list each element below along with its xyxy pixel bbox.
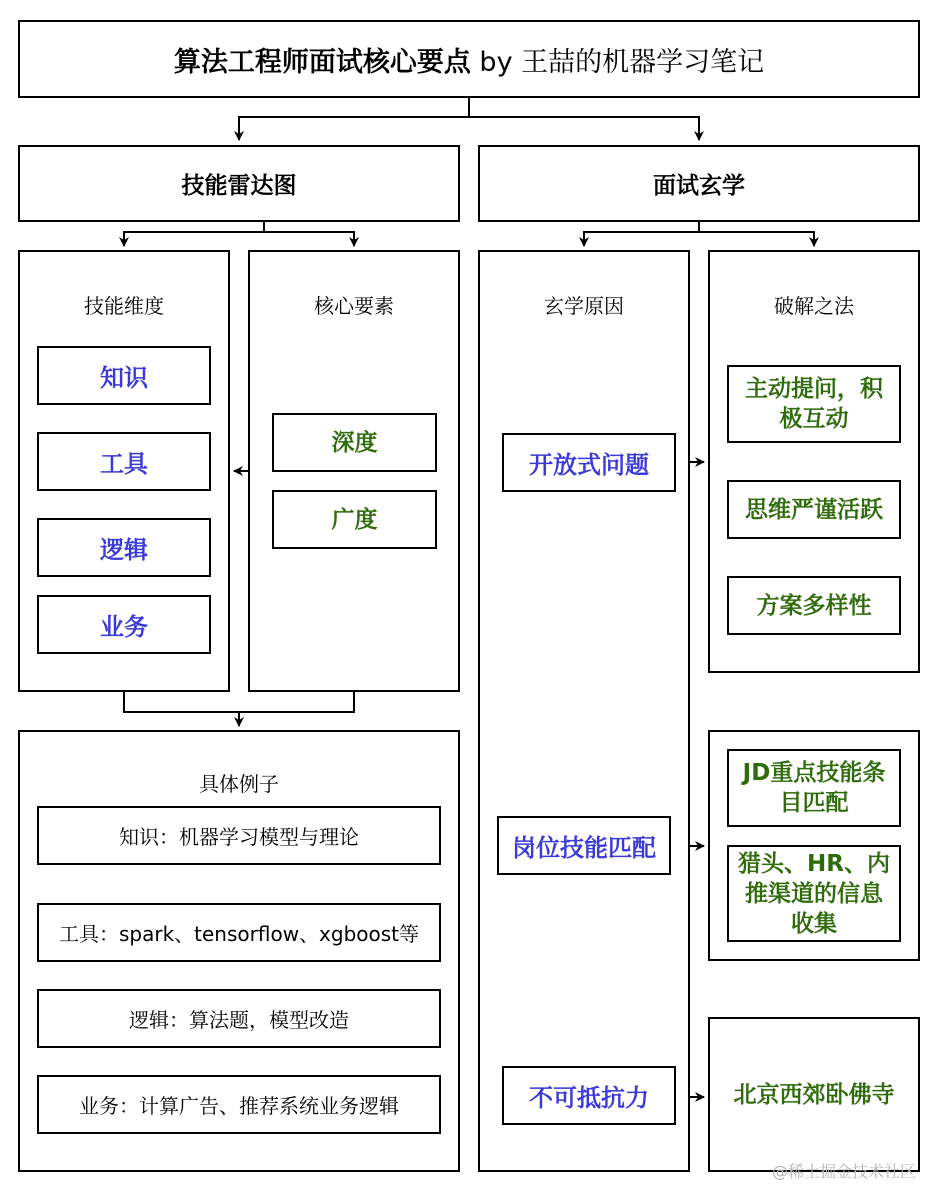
solution-diverse-approaches: 方案多样性 — [727, 576, 901, 635]
core-depth: 深度 — [272, 413, 437, 472]
reasons-panel — [478, 250, 690, 1172]
skill-radar-heading: 技能雷达图 — [18, 145, 460, 222]
page-title — [18, 20, 920, 98]
watermark: @稀土掘金技术社区 — [771, 1162, 916, 1181]
skill-dimensions-label: 技能维度 — [84, 294, 164, 318]
solution-jd-match: JD重点技能条目匹配 — [727, 749, 901, 827]
dimension-business: 业务 — [37, 595, 211, 654]
solution-rigorous-thinking: 思维严谨活跃 — [727, 480, 901, 539]
reasons-label: 玄学原因 — [544, 294, 624, 318]
core-elements-label: 核心要素 — [314, 294, 394, 318]
example-logic: 逻辑：算法题，模型改造 — [37, 989, 441, 1048]
title-normal: by 王喆的机器学习笔记 — [470, 46, 765, 78]
solution-ask-questions: 主动提问，积极互动 — [727, 365, 901, 443]
solution-info-channels: 猎头、HR、内推渠道的信息收集 — [727, 845, 901, 942]
title-bold: 算法工程师面试核心要点 — [173, 46, 471, 78]
example-knowledge: 知识：机器学习模型与理论 — [37, 806, 441, 865]
reason-open-questions: 开放式问题 — [502, 433, 676, 492]
dimension-logic: 逻辑 — [37, 518, 211, 577]
examples-label: 具体例子 — [199, 772, 279, 796]
core-breadth: 广度 — [272, 490, 437, 549]
solutions-label: 破解之法 — [774, 294, 854, 318]
reason-force-majeure: 不可抵抗力 — [502, 1066, 676, 1125]
solution-temple: 北京西郊卧佛寺 — [708, 1017, 920, 1172]
interview-mystery-heading: 面试玄学 — [478, 145, 920, 222]
dimension-tools: 工具 — [37, 432, 211, 491]
example-tools: 工具：spark、tensorflow、xgboost等 — [37, 903, 441, 962]
example-business: 业务：计算广告、推荐系统业务逻辑 — [37, 1075, 441, 1134]
reason-job-skill-match: 岗位技能匹配 — [497, 816, 671, 875]
dimension-knowledge: 知识 — [37, 346, 211, 405]
